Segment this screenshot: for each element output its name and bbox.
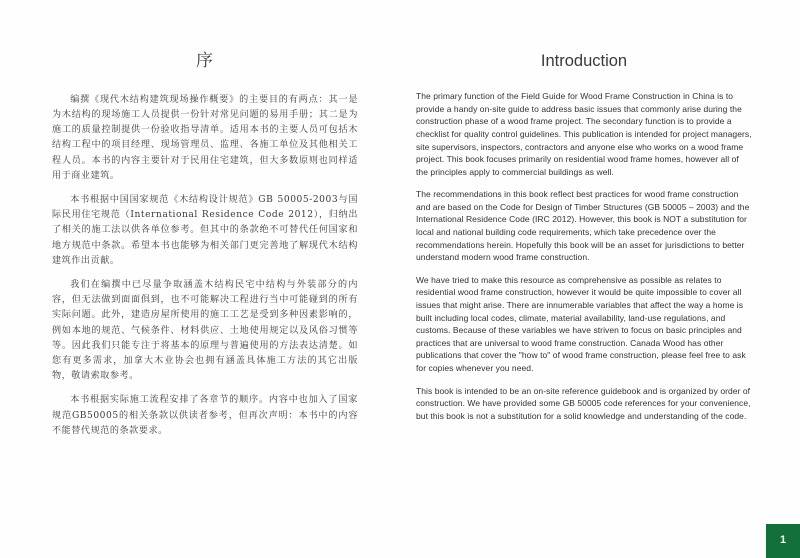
chinese-paragraph-3: 我们在编撰中已尽量争取涵盖木结构民宅中结构与外装部分的内容，但无法做到面面俱到，也不可能解决工程进行当中可能碰到的所有实际问题。此外，建造房屋所使用的施工工艺是受到多种因素影响的，例如本地的规范、气候条件、材料供应、土地使用规定以及风俗习惯等等。因此我们只能专注于将基本的原理与普遍使用的方法表达清楚。如您有更多需求，加拿大木业协会也拥有涵盖具体施工方法的其它出版物，敬请索取参考。 xyxy=(52,279,358,382)
english-paragraph-4: This book is intended to be an on-site reference guidebook and is organized by order of construction. We have provided some GB 50005 code references for your convenience, but this book is not a substitution for a solid knowledge and understanding of the code. xyxy=(416,385,751,421)
page-number-value: 1 xyxy=(779,533,787,546)
english-paragraph-2: The recommendations in this book reflect best practices for wood frame construction and are based on the Code for Design of Timber Structures (GB 50005 – 2003) and the International Residence Code (IRC 2012). However, this book is NOT a substitution for local and national building code requirements, which take precedence over the recommendations herein. Hopefully this book will be an asset for jurisdictions to better understand modern wood frame construction. xyxy=(416,189,750,263)
page-number-badge xyxy=(766,524,800,558)
chinese-paragraph-4: 本书根据实际施工流程安排了各章节的顺序。内容中也加入了国家规范GB50005的相关条款以供读者参考，但再次声明：本书中的内容不能替代规范的条款要求。 xyxy=(52,395,358,436)
english-paragraph-3: We have tried to make this resource as comprehensive as possible as relates to residential wood frame construction, however it would be quite impossible to cover all issues that might arise. There are innumerable variables that affect the way a home is built including local codes, climate, material availability, land-use regulations, and customs. Because of these variables we have striven to focus on basic principles and practices that are universal to wood frame construction. Canada Wood has other publications that cover the "how to" of wood frame construction, please feel free to ask for copies whenever you need. xyxy=(416,274,746,374)
right-page-column xyxy=(400,0,800,558)
chinese-paragraph-2: 本书根据中国国家规范《木结构设计规范》GB 50005-2003与国际民用住宅规范（International Residence Code 2012），归纳出了相关的施工法以供各单位参考。但其中的条款绝不可替代任何国家和地方规范中条款。希望本书也能够为相关部门更完善地了解现代木结构建筑作出贡献。 xyxy=(52,194,358,266)
page-title-introduction: Introduction xyxy=(540,52,628,70)
page-title-chinese: 序 xyxy=(196,51,214,71)
chinese-paragraph-1: 编撰《现代木结构建筑现场操作概要》的主要目的有两点：其一是为木结构的现场施工人员提供一份针对常见问题的易用手册；其二是为施工的质量控制提供一份验收指导清单。适用本书的主要人员可包括木结构工程中的项目经理、现场管理员、监理、各施工单位及其他相关工程人员。本书的内容主要针对于民用住宅建筑，但大多数原则也同样适用于商业建筑。 xyxy=(52,94,358,181)
english-paragraph-1: The primary function of the Field Guide for Wood Frame Construction in China is to provide a handy on-site guide to address basic issues that commonly arise during the construction phase of a wood frame project. The secondary function is to provide a checklist for quality control guidelines. This publication is intended for project managers, site supervisors, inspectors, contractors and anyone else who works on a wood frame project. This book focuses primarily on residential wood frame homes, however all of the principles apply to commercial buildings as well. xyxy=(416,91,752,177)
